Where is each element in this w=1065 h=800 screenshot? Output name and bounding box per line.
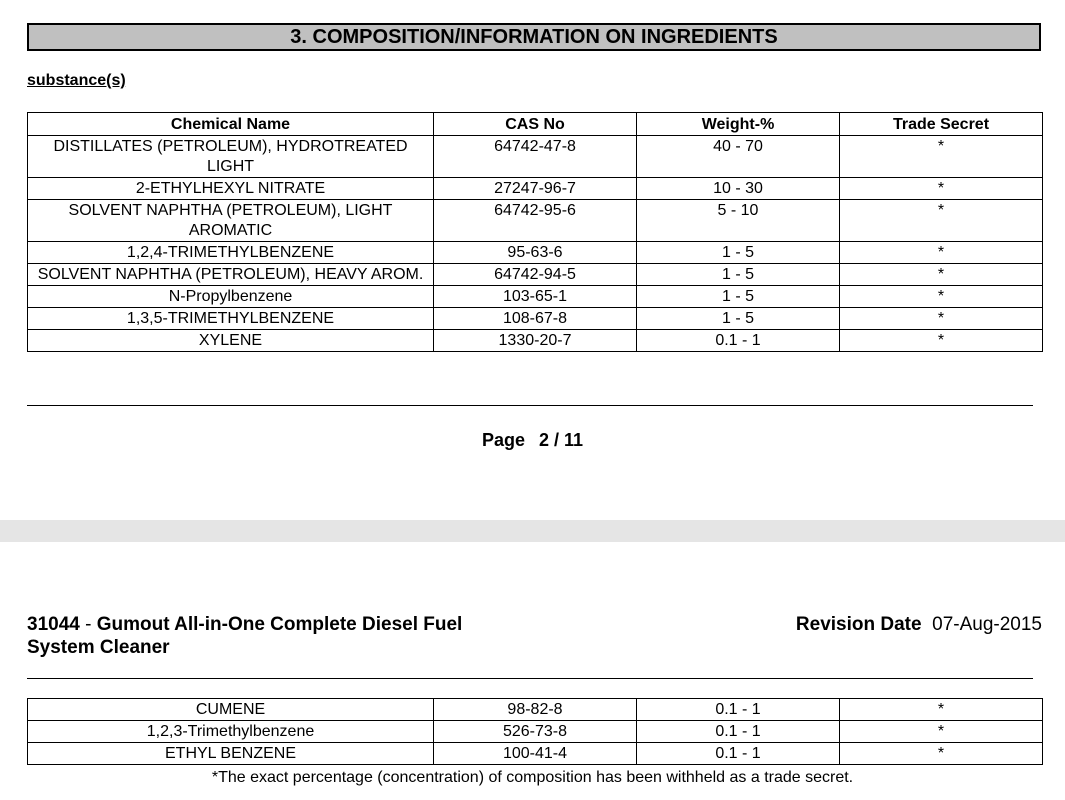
cell-trade-secret: * [840,699,1043,721]
page-label: Page [481,430,525,450]
header-cas-no: CAS No [434,113,637,136]
cell-chemical-name: 1,3,5-TRIMETHYLBENZENE [28,308,434,330]
cell-cas-no: 64742-94-5 [434,264,637,286]
cell-trade-secret: * [840,264,1043,286]
cell-weight-percent: 1 - 5 [637,242,840,264]
cell-cas-no: 100-41-4 [434,743,637,765]
cell-trade-secret: * [840,178,1043,200]
section-header [27,23,1041,51]
table-row [28,264,1043,286]
cell-cas-no: 64742-95-6 [434,200,637,242]
cell-chemical-name: 1,2,4-TRIMETHYLBENZENE [28,242,434,264]
cell-weight-percent: 10 - 30 [637,178,840,200]
table-row [28,743,1043,765]
horizontal-rule [27,678,1033,679]
cell-weight-percent: 40 - 70 [637,136,840,178]
cell-cas-no: 1330-20-7 [434,330,637,352]
revision-info [796,613,1042,636]
product-header [27,613,507,659]
composition-table-page2 [27,698,1043,765]
trade-secret-footnote: *The exact percentage (concentration) of composition has been withheld as a trade secret. [211,769,854,786]
cell-chemical-name: XYLENE [28,330,434,352]
cell-weight-percent: 0.1 - 1 [637,721,840,743]
page-number [0,430,1065,451]
page-break-gap [0,520,1065,542]
table-body-page1 [28,136,1043,352]
page-value: 2 / 11 [538,430,584,450]
revision-date: 07-Aug-2015 [932,614,1042,635]
product-separator: - [79,614,97,635]
table-row [28,721,1043,743]
cell-weight-percent: 1 - 5 [637,286,840,308]
cell-cas-no: 64742-47-8 [434,136,637,178]
cell-trade-secret: * [840,330,1043,352]
cell-trade-secret: * [840,200,1043,242]
composition-table-page1 [27,112,1043,352]
cell-cas-no: 526-73-8 [434,721,637,743]
cell-chemical-name: 2-ETHYLHEXYL NITRATE [28,178,434,200]
cell-chemical-name: 1,2,3-Trimethylbenzene [28,721,434,743]
cell-cas-no: 98-82-8 [434,699,637,721]
horizontal-rule [27,405,1033,406]
table-row [28,308,1043,330]
header-weight-percent: Weight-% [637,113,840,136]
table-row [28,330,1043,352]
cell-cas-no: 108-67-8 [434,308,637,330]
cell-weight-percent: 0.1 - 1 [637,330,840,352]
table-row [28,136,1043,178]
table-row [28,286,1043,308]
cell-trade-secret: * [840,721,1043,743]
cell-weight-percent: 0.1 - 1 [637,699,840,721]
table-row [28,699,1043,721]
table-body-page2 [28,699,1043,765]
cell-chemical-name: N-Propylbenzene [28,286,434,308]
cell-chemical-name: SOLVENT NAPHTHA (PETROLEUM), LIGHT AROMATIC [28,200,434,242]
cell-weight-percent: 0.1 - 1 [637,743,840,765]
cell-cas-no: 95-63-6 [434,242,637,264]
cell-chemical-name: DISTILLATES (PETROLEUM), HYDROTREATED LIGHT [28,136,434,178]
cell-chemical-name: CUMENE [28,699,434,721]
cell-trade-secret: * [840,743,1043,765]
cell-cas-no: 27247-96-7 [434,178,637,200]
header-trade-secret: Trade Secret [840,113,1043,136]
cell-cas-no: 103-65-1 [434,286,637,308]
table-row [28,242,1043,264]
section-title: 3. COMPOSITION/INFORMATION ON INGREDIENTS [290,25,778,48]
cell-trade-secret: * [840,242,1043,264]
header-chemical-name: Chemical Name [28,113,434,136]
cell-chemical-name: SOLVENT NAPHTHA (PETROLEUM), HEAVY AROM. [28,264,434,286]
cell-trade-secret: * [840,308,1043,330]
cell-chemical-name: ETHYL BENZENE [28,743,434,765]
table-row [28,200,1043,242]
cell-weight-percent: 5 - 10 [637,200,840,242]
cell-weight-percent: 1 - 5 [637,264,840,286]
table-row [28,178,1043,200]
product-code: 31044 [27,614,80,635]
substances-label: substance(s) [27,72,126,89]
cell-trade-secret: * [840,136,1043,178]
revision-label: Revision Date [795,614,922,635]
cell-weight-percent: 1 - 5 [637,308,840,330]
product-name: Gumout All-in-One Complete Diesel Fuel System Cleaner [27,614,463,658]
table-header-row [28,113,1043,136]
cell-trade-secret: * [840,286,1043,308]
